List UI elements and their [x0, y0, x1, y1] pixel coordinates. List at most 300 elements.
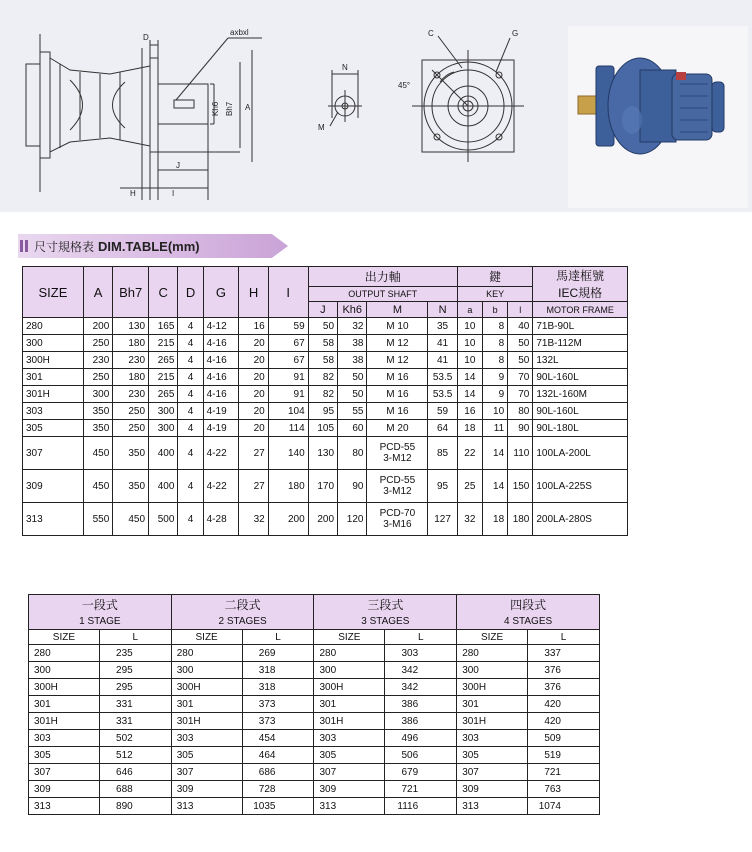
- dim-cell-bh7: 350: [113, 470, 149, 503]
- stage-cell-size: 305: [29, 747, 100, 764]
- stage-length-table: [28, 594, 600, 815]
- header-key-l: l: [508, 302, 533, 318]
- stage-cell-l: 303: [385, 645, 457, 662]
- dim-table-row: [23, 403, 628, 420]
- stage-cell-size: 280: [171, 645, 242, 662]
- header-m: M: [367, 302, 428, 318]
- dim-cell-g: 4-28: [203, 503, 239, 536]
- stage-cell-l: 890: [99, 798, 171, 815]
- stage-cell-l: 373: [242, 696, 314, 713]
- dim-cell-i: 140: [268, 437, 308, 470]
- stage-cell-l: 646: [99, 764, 171, 781]
- stage-col-size: SIZE: [171, 630, 242, 645]
- stage-header-zh: 一段式: [29, 595, 172, 615]
- stage-zh-row: [29, 595, 600, 615]
- dim-cell-kl: 80: [508, 403, 533, 420]
- dim-cell-m: [367, 437, 428, 470]
- dim-cell-kh6: 50: [338, 386, 367, 403]
- dim-cell-a: 200: [83, 318, 112, 335]
- dim-cell-size: 300H: [23, 352, 84, 369]
- stage-cell-l: 342: [385, 662, 457, 679]
- stage-cell-l: 496: [385, 730, 457, 747]
- dim-cell-kl: 70: [508, 369, 533, 386]
- stage-cell-l: 728: [242, 781, 314, 798]
- section-title-mark: [20, 240, 23, 252]
- dim-cell-ka: 10: [457, 335, 482, 352]
- dim-cell-n: 53.5: [428, 369, 457, 386]
- stage-cell-l: 376: [527, 662, 599, 679]
- dim-cell-d: 4: [178, 318, 203, 335]
- stage-cell-size: 313: [457, 798, 528, 815]
- dim-cell-j: 200: [308, 503, 337, 536]
- stage-cell-size: 300H: [171, 679, 242, 696]
- dim-cell-g: 4-16: [203, 386, 239, 403]
- stage-cell-l: 331: [99, 696, 171, 713]
- dim-cell-h: 27: [239, 470, 268, 503]
- dim-cell-ka: 25: [457, 470, 482, 503]
- stage-header-zh: 二段式: [171, 595, 314, 615]
- header-j: J: [308, 302, 337, 318]
- dim-cell-a: 450: [83, 470, 112, 503]
- header-i: I: [268, 267, 308, 318]
- stage-cell-size: 301: [171, 696, 242, 713]
- dim-cell-frame: 90L-160L: [533, 403, 628, 420]
- dim-cell-j: 58: [308, 352, 337, 369]
- dim-table-row: [23, 352, 628, 369]
- flange-front-view: [412, 36, 524, 162]
- stage-table-row: [29, 747, 600, 764]
- dim-cell-frame: 100LA-200L: [533, 437, 628, 470]
- stage-table-row: [29, 798, 600, 815]
- stage-cell-l: 318: [242, 679, 314, 696]
- dim-cell-c: 500: [149, 503, 178, 536]
- dim-cell-a: 350: [83, 420, 112, 437]
- dim-cell-i: 180: [268, 470, 308, 503]
- dim-cell-kl: 40: [508, 318, 533, 335]
- stage-cell-l: 386: [385, 696, 457, 713]
- dim-cell-size: 305: [23, 420, 84, 437]
- dim-cell-frame: 200LA-280S: [533, 503, 628, 536]
- dim-cell-j: 58: [308, 335, 337, 352]
- dim-h-label: H: [130, 189, 136, 198]
- dim-cell-bh7: 250: [113, 420, 149, 437]
- dim-table-row: [23, 470, 628, 503]
- dim-cell-a: 550: [83, 503, 112, 536]
- dim-g-label: G: [512, 29, 519, 38]
- stage-cell-size: 305: [457, 747, 528, 764]
- stage-cell-size: 313: [29, 798, 100, 815]
- dim-cell-d: 4: [178, 503, 203, 536]
- dim-cell-d: 4: [178, 403, 203, 420]
- dim-cell-j: 82: [308, 386, 337, 403]
- dim-cell-frame: 90L-180L: [533, 420, 628, 437]
- dim-cell-n: 53.5: [428, 386, 457, 403]
- dim-cell-n: 59: [428, 403, 457, 420]
- stage-cell-size: 280: [457, 645, 528, 662]
- dim-cell-kb: 9: [482, 369, 507, 386]
- stage-col-header-row: [29, 630, 600, 645]
- header-kh6: Kh6: [338, 302, 367, 318]
- dim-cell-d: 4: [178, 386, 203, 403]
- dim-cell-j: 50: [308, 318, 337, 335]
- dim-n-label: N: [342, 63, 348, 72]
- dim-cell-kb: 8: [482, 318, 507, 335]
- stage-header-en: 2 STAGES: [171, 615, 314, 630]
- dim-cell-i: 91: [268, 369, 308, 386]
- stage-cell-size: 305: [171, 747, 242, 764]
- dim-cell-g: 4-19: [203, 403, 239, 420]
- header-bh7: Bh7: [113, 267, 149, 318]
- dim-cell-kh6: 80: [338, 437, 367, 470]
- stage-col-size: SIZE: [457, 630, 528, 645]
- dim-cell-m: [367, 470, 428, 503]
- stage-header-en: 1 STAGE: [29, 615, 172, 630]
- section-title-text: [34, 238, 200, 255]
- dim-cell-bh7: 450: [113, 503, 149, 536]
- dim-table-row: [23, 503, 628, 536]
- stage-cell-l: 386: [385, 713, 457, 730]
- dim-cell-m-line1: PCD-70: [379, 508, 416, 519]
- dim-cell-h: 27: [239, 437, 268, 470]
- dim-cell-ka: 18: [457, 420, 482, 437]
- header-key-b: b: [482, 302, 507, 318]
- dim-cell-d: 4: [178, 470, 203, 503]
- dim-table-row: [23, 386, 628, 403]
- dim-cell-d: 4: [178, 352, 203, 369]
- stage-cell-size: 300: [457, 662, 528, 679]
- dimension-table: [22, 266, 628, 536]
- stage-cell-l: 464: [242, 747, 314, 764]
- dim-m-label: M: [318, 123, 325, 132]
- dim-cell-bh7: 130: [113, 318, 149, 335]
- dim-axbxl-label: axbxl: [230, 28, 249, 37]
- stage-cell-size: 305: [314, 747, 385, 764]
- stage-cell-size: 300: [29, 662, 100, 679]
- stage-cell-l: 679: [385, 764, 457, 781]
- stage-table-row: [29, 781, 600, 798]
- dim-cell-size: 301H: [23, 386, 84, 403]
- header-motor: [533, 267, 628, 302]
- stage-cell-size: 301: [457, 696, 528, 713]
- dim-a-label: A: [245, 103, 251, 112]
- header-a: A: [83, 267, 112, 318]
- dim-cell-frame: 100LA-225S: [533, 470, 628, 503]
- stage-cell-size: 307: [29, 764, 100, 781]
- dim-cell-frame: 71B-90L: [533, 318, 628, 335]
- stage-col-l: L: [385, 630, 457, 645]
- dim-cell-size: 313: [23, 503, 84, 536]
- stage-cell-l: 1116: [385, 798, 457, 815]
- dim-cell-kl: 70: [508, 386, 533, 403]
- stage-table-body: [29, 630, 600, 815]
- dim-table-row: [23, 420, 628, 437]
- dim-cell-kh6: 90: [338, 470, 367, 503]
- stage-col-l: L: [99, 630, 171, 645]
- dim-cell-kb: 14: [482, 470, 507, 503]
- dim-cell-h: 20: [239, 386, 268, 403]
- stage-en-row: [29, 615, 600, 630]
- stage-cell-l: 688: [99, 781, 171, 798]
- dim-cell-j: 82: [308, 369, 337, 386]
- stage-cell-l: 376: [527, 679, 599, 696]
- stage-cell-l: 373: [242, 713, 314, 730]
- dim-cell-j: 95: [308, 403, 337, 420]
- dim-cell-ka: 14: [457, 369, 482, 386]
- stage-cell-l: 509: [527, 730, 599, 747]
- dim-cell-h: 20: [239, 403, 268, 420]
- dim-cell-j: 170: [308, 470, 337, 503]
- dim-cell-a: 450: [83, 437, 112, 470]
- dim-cell-a: 250: [83, 369, 112, 386]
- stage-cell-l: 269: [242, 645, 314, 662]
- technical-drawing: [0, 0, 752, 212]
- stage-table-row: [29, 662, 600, 679]
- header-output-en: OUTPUT SHAFT: [308, 286, 457, 301]
- header-motor-zh2: IEC規格: [558, 286, 603, 300]
- stage-header-en: 3 STAGES: [314, 615, 457, 630]
- stage-cell-size: 303: [457, 730, 528, 747]
- dim-cell-m-line2: 3-M12: [383, 453, 412, 464]
- stage-cell-size: 300: [171, 662, 242, 679]
- drawing-svg: [0, 0, 752, 212]
- dim-cell-kl: 50: [508, 335, 533, 352]
- dim-cell-d: 4: [178, 335, 203, 352]
- dim-cell-g: 4-22: [203, 437, 239, 470]
- dim-cell-ka: 32: [457, 503, 482, 536]
- stage-cell-size: 309: [171, 781, 242, 798]
- stage-cell-size: 301H: [29, 713, 100, 730]
- dim-cell-kl: 150: [508, 470, 533, 503]
- dim-cell-h: 20: [239, 420, 268, 437]
- stage-table-row: [29, 713, 600, 730]
- dim-cell-ka: 22: [457, 437, 482, 470]
- dim-cell-bh7: 230: [113, 386, 149, 403]
- stage-cell-l: 295: [99, 662, 171, 679]
- dim-cell-h: 16: [239, 318, 268, 335]
- dim-table-row: [23, 437, 628, 470]
- dim-cell-c: 300: [149, 420, 178, 437]
- stage-cell-size: 301: [29, 696, 100, 713]
- stage-cell-l: 512: [99, 747, 171, 764]
- gear-motor-picture: [568, 26, 748, 208]
- dim-cell-a: 250: [83, 335, 112, 352]
- dim-cell-n: 41: [428, 335, 457, 352]
- dim-kh6-label: Kh6: [211, 101, 220, 116]
- dim-cell-kh6: 32: [338, 318, 367, 335]
- stage-cell-size: 300: [314, 662, 385, 679]
- stage-table-row: [29, 679, 600, 696]
- dim-cell-h: 20: [239, 369, 268, 386]
- dim-angle-label: 45°: [398, 81, 411, 90]
- dim-cell-kh6: 38: [338, 335, 367, 352]
- stage-cell-size: 313: [171, 798, 242, 815]
- dim-cell-c: 400: [149, 437, 178, 470]
- header-motor-en: MOTOR FRAME: [533, 302, 628, 318]
- dim-cell-m: M 16: [367, 386, 428, 403]
- dim-table-row: [23, 318, 628, 335]
- dim-cell-ka: 10: [457, 318, 482, 335]
- dim-cell-n: 127: [428, 503, 457, 536]
- stage-header-zh: 四段式: [457, 595, 600, 615]
- dim-cell-a: 350: [83, 403, 112, 420]
- dim-cell-c: 215: [149, 369, 178, 386]
- header-output-zh: 出力軸: [308, 267, 457, 287]
- dim-cell-kl: 90: [508, 420, 533, 437]
- header-g: G: [203, 267, 239, 318]
- dim-cell-m-line2: 3-M16: [383, 519, 412, 530]
- dim-cell-m-line1: PCD-55: [379, 442, 416, 453]
- dim-cell-h: 20: [239, 335, 268, 352]
- dim-cell-g: 4-22: [203, 470, 239, 503]
- dim-cell-frame: 132L-160M: [533, 386, 628, 403]
- dim-cell-n: 64: [428, 420, 457, 437]
- dim-cell-d: 4: [178, 437, 203, 470]
- dim-cell-kb: 8: [482, 335, 507, 352]
- header-key-a: a: [457, 302, 482, 318]
- stage-cell-size: 280: [29, 645, 100, 662]
- dim-cell-frame: 90L-160L: [533, 369, 628, 386]
- stage-cell-size: 309: [457, 781, 528, 798]
- dim-cell-kb: 8: [482, 352, 507, 369]
- stage-cell-l: 506: [385, 747, 457, 764]
- dim-cell-m: M 10: [367, 318, 428, 335]
- stage-cell-size: 307: [171, 764, 242, 781]
- stage-cell-l: 721: [527, 764, 599, 781]
- stage-col-size: SIZE: [29, 630, 100, 645]
- dim-cell-h: 20: [239, 352, 268, 369]
- stage-cell-l: 519: [527, 747, 599, 764]
- dim-cell-bh7: 180: [113, 369, 149, 386]
- dim-cell-n: 41: [428, 352, 457, 369]
- dim-cell-size: 300: [23, 335, 84, 352]
- stage-cell-size: 313: [314, 798, 385, 815]
- dim-cell-m: M 12: [367, 335, 428, 352]
- stage-cell-size: 307: [457, 764, 528, 781]
- dim-cell-g: 4-16: [203, 335, 239, 352]
- dim-cell-g: 4-19: [203, 420, 239, 437]
- stage-cell-size: 300H: [457, 679, 528, 696]
- stage-cell-size: 280: [314, 645, 385, 662]
- dim-cell-g: 4-16: [203, 369, 239, 386]
- dim-cell-kl: 110: [508, 437, 533, 470]
- stage-cell-l: 318: [242, 662, 314, 679]
- dim-cell-bh7: 250: [113, 403, 149, 420]
- dim-cell-c: 165: [149, 318, 178, 335]
- dim-cell-c: 265: [149, 352, 178, 369]
- dim-cell-n: 35: [428, 318, 457, 335]
- dim-cell-size: 301: [23, 369, 84, 386]
- dim-cell-bh7: 350: [113, 437, 149, 470]
- section-title-zh: 尺寸規格表: [34, 240, 95, 254]
- dim-cell-g: 4-12: [203, 318, 239, 335]
- dim-table-row: [23, 335, 628, 352]
- dim-cell-i: 114: [268, 420, 308, 437]
- stage-col-l: L: [527, 630, 599, 645]
- shaft-end-view: [328, 70, 362, 126]
- stage-cell-l: 686: [242, 764, 314, 781]
- dim-cell-ka: 14: [457, 386, 482, 403]
- dim-cell-kb: 9: [482, 386, 507, 403]
- stage-cell-size: 300H: [29, 679, 100, 696]
- dim-cell-bh7: 180: [113, 335, 149, 352]
- dim-cell-m: M 16: [367, 403, 428, 420]
- stage-header-zh: 三段式: [314, 595, 457, 615]
- dim-cell-d: 4: [178, 420, 203, 437]
- stage-cell-size: 303: [171, 730, 242, 747]
- dim-i-label: I: [172, 189, 175, 198]
- header-key-zh: 鍵: [457, 267, 533, 287]
- dim-cell-kb: 18: [482, 503, 507, 536]
- dim-cell-m: [367, 503, 428, 536]
- dim-cell-kb: 14: [482, 437, 507, 470]
- dim-cell-c: 300: [149, 403, 178, 420]
- dim-c-label: C: [428, 29, 434, 38]
- dim-cell-m: M 12: [367, 352, 428, 369]
- stage-cell-l: 763: [527, 781, 599, 798]
- stage-cell-l: 721: [385, 781, 457, 798]
- header-size: SIZE: [23, 267, 84, 318]
- dim-cell-n: 85: [428, 437, 457, 470]
- stage-cell-size: 307: [314, 764, 385, 781]
- dim-cell-m-line1: PCD-55: [379, 475, 416, 486]
- dim-d-label: D: [143, 33, 149, 42]
- header-h: H: [239, 267, 268, 318]
- stage-cell-l: 337: [527, 645, 599, 662]
- dim-cell-g: 4-16: [203, 352, 239, 369]
- stage-col-size: SIZE: [314, 630, 385, 645]
- dim-cell-c: 265: [149, 386, 178, 403]
- dim-cell-frame: 71B-112M: [533, 335, 628, 352]
- header-d: D: [178, 267, 203, 318]
- dim-cell-d: 4: [178, 369, 203, 386]
- dim-cell-c: 215: [149, 335, 178, 352]
- dim-cell-n: 95: [428, 470, 457, 503]
- stage-cell-size: 301: [314, 696, 385, 713]
- dim-cell-kl: 50: [508, 352, 533, 369]
- dim-bh7-label: Bh7: [225, 101, 234, 116]
- header-n: N: [428, 302, 457, 318]
- dim-cell-j: 130: [308, 437, 337, 470]
- dim-cell-ka: 16: [457, 403, 482, 420]
- dim-cell-kb: 11: [482, 420, 507, 437]
- dim-cell-size: 309: [23, 470, 84, 503]
- dim-cell-i: 67: [268, 352, 308, 369]
- dim-cell-bh7: 230: [113, 352, 149, 369]
- stage-cell-l: 342: [385, 679, 457, 696]
- stage-header-en: 4 STAGES: [457, 615, 600, 630]
- dim-cell-kh6: 50: [338, 369, 367, 386]
- dim-cell-a: 230: [83, 352, 112, 369]
- dim-cell-j: 105: [308, 420, 337, 437]
- dim-cell-i: 200: [268, 503, 308, 536]
- stage-table-row: [29, 645, 600, 662]
- dim-cell-a: 300: [83, 386, 112, 403]
- dim-cell-frame: 132L: [533, 352, 628, 369]
- stage-cell-size: 301H: [457, 713, 528, 730]
- stage-cell-size: 303: [29, 730, 100, 747]
- dim-cell-i: 59: [268, 318, 308, 335]
- header-key-en: KEY: [457, 286, 533, 301]
- dim-cell-kb: 10: [482, 403, 507, 420]
- dim-cell-size: 307: [23, 437, 84, 470]
- stage-cell-size: 309: [314, 781, 385, 798]
- section-title: [18, 234, 288, 258]
- dim-cell-i: 91: [268, 386, 308, 403]
- dim-cell-m: M 16: [367, 369, 428, 386]
- dim-cell-m-line2: 3-M12: [383, 486, 412, 497]
- stage-table-row: [29, 730, 600, 747]
- stage-cell-l: 235: [99, 645, 171, 662]
